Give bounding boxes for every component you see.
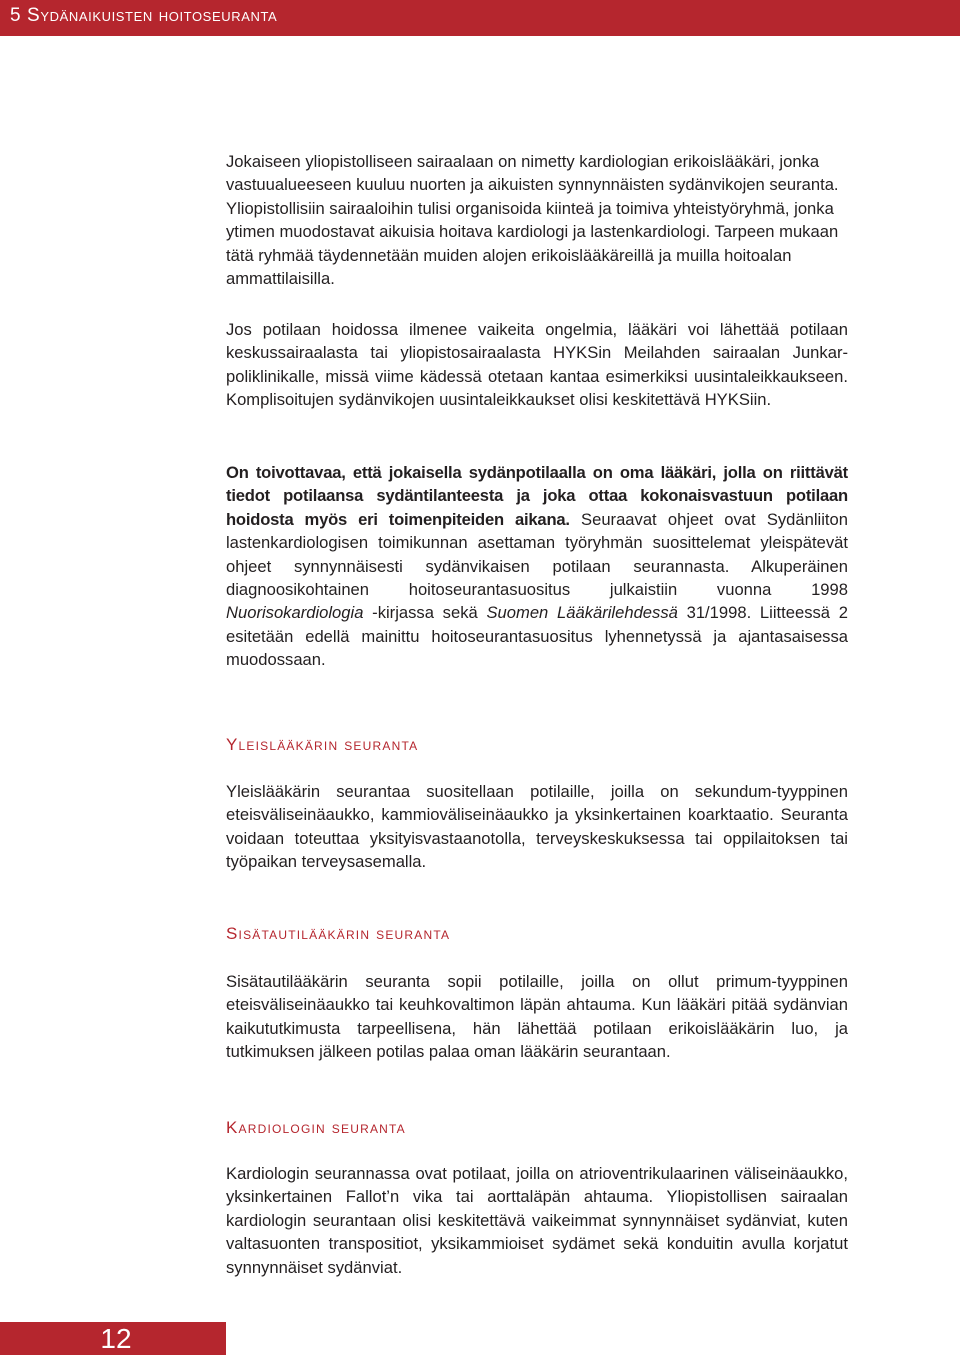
book-title: Nuorisokardiologia	[226, 603, 364, 623]
section-heading-cardiologist: Kardiologin seuranta	[226, 1118, 406, 1137]
journal-title: Suomen Lääkärilehdessä	[486, 603, 678, 623]
section-heading-internist: Sisätautilääkärin seuranta	[226, 924, 451, 943]
page-number: 12	[100, 1323, 132, 1354]
intro-paragraph-2: Jos potilaan hoidossa ilmenee vaikeita ongelmia, lääkäri voi lähettää potilaan keskussairaalasta tai yliopistosairaalasta HYKSin Meilahden sairaalan Junkar-poliklinikalle, missä viime kädessä otetaan kantaa esimerkiksi uusintaleikkaukseen. Komplisoitujen sydänvikojen uusintaleikkaukset olisi keskitettävä HYKSiin.	[226, 320, 848, 410]
section-text-internist: Sisätautilääkärin seuranta sopii potilaille, joilla on ollut primum-tyyppinen eteisväliseinäaukko tai keuhkovaltimon läpän ahtauma. Kun lääkäri pitää sydänvian kaikututkimusta tarpeellisena, hän lähettää potilaan erikoislääkärin luo, ja tutkimuksen jälkeen potilas palaa oman lääkärin seurantaan.	[226, 972, 848, 1062]
text-run: -kirjassa sekä	[363, 603, 487, 623]
chapter-header-bar	[0, 0, 960, 36]
section-text-general-practitioner: Yleislääkärin seurantaa suositellaan potilaille, joilla on sekundum-tyyppinen eteisväliseinäaukko, kammioväliseinäaukko ja yksinkertainen koarktaatio. Seuranta voidaan toteuttaa yksityisvastaanotolla, terveyskeskuksessa tai oppilaitoksen tai työpaikan terveysasemalla.	[226, 782, 848, 872]
text-run: 31/1998. Liitteessä 2 esitetään edellä mainittu hoitoseurantasuositus lyhennetyssä ja ajantasaisessa muodossaan.	[226, 603, 848, 670]
emphasis-statement: On toivottavaa, että jokaisella sydänpotilaalla on oma lääkäri, jolla on riittävät tiedot potilaansa sydäntilanteesta ja joka ottaa kokonaisvastuun potilaan hoidosta myös eri toimenpiteiden aikana.	[226, 463, 848, 529]
intro-paragraph-3	[226, 461, 848, 672]
intro-paragraph-1: Jokaiseen yliopistolliseen sairaalaan on nimetty kardiologian erikoislääkäri, jonka vastuualueeseen kuuluu nuorten ja aikuisten synnynnäisten sydänvikojen seuranta. Yliopistollisiin sairaaloihin tulisi organisoida kiinteä ja toimiva yhteistyöryhmä, jonka ytimen muodostavat aikuisia hoitava kardiologi ja lastenkardiologi. Tarpeen mukaan tätä ryhmää täydennetään muiden alojen erikoislääkäreillä ja muilla hoitoalan ammattilaisilla.	[226, 152, 839, 289]
text-run: Seuraavat ohjeet ovat Sydänliiton lastenkardiologisen toimikunnan asettaman työryhmän suosittelemat yleispätevät ohjeet synnynnäisesti sydänvikaisen potilaan seurannasta. Alkuperäinen diagnoosikohtainen hoitoseurantasuositus julkaistiin vuonna 1998	[226, 509, 848, 600]
section-heading-general-practitioner: Yleislääkärin seuranta	[226, 735, 419, 754]
section-text-cardiologist: Kardiologin seurannassa ovat potilaat, joilla on atrioventrikulaarinen väliseinäaukko, yksinkertainen Fallot’n vika tai aorttaläpän ahtauma. Yliopistollisen sairaalan kardiologin seurantaan olisi keskitettävä vaikeimmat synnynnäiset sydänviat, kuten valtasuonten transpositiot, yksikammioiset sydämet sekä konduitin avulla korjatut synnynnäiset sydänviat.	[226, 1164, 848, 1277]
chapter-title: 5 Sydänaikuisten hoitoseuranta	[10, 5, 278, 26]
